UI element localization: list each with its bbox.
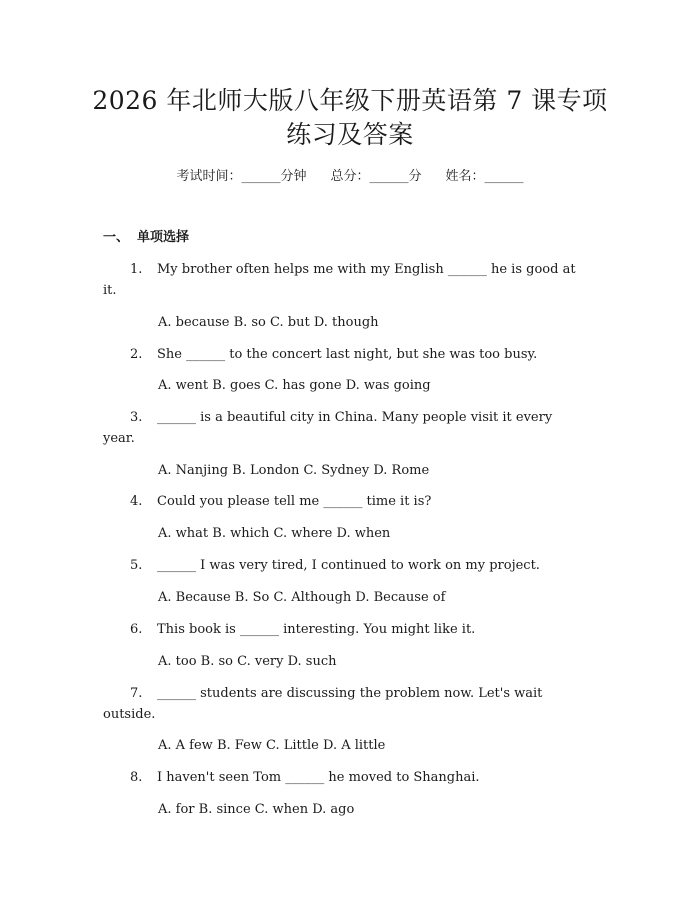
- name-field: 姓名：______: [445, 169, 524, 184]
- question-6: [103, 619, 598, 640]
- section-title: 单项选择: [137, 230, 190, 245]
- question-text: I haven't seen Tom ______ he moved to Shanghai.: [157, 770, 480, 785]
- question-2-options: A. went B. goes C. has gone D. was going: [158, 378, 431, 393]
- question-number: 2.: [130, 347, 143, 362]
- question-text-cont: it.: [103, 283, 117, 298]
- question-6-options: A. too B. so C. very D. such: [158, 654, 337, 669]
- time-field: 考试时间：______分钟: [176, 169, 307, 184]
- question-text: My brother often helps me with my English ______ he is good at: [157, 262, 576, 277]
- page-title-line-2: 练习及答案: [286, 120, 414, 149]
- question-5-options: A. Because B. So C. Although D. Because of: [158, 590, 446, 605]
- question-4-options: A. what B. which C. where D. when: [158, 526, 391, 541]
- question-1: [103, 259, 598, 301]
- question-7: [103, 683, 598, 725]
- question-3: [103, 407, 598, 449]
- question-4: [103, 491, 598, 512]
- question-number: 1.: [130, 262, 143, 277]
- question-number: 3.: [130, 410, 143, 425]
- section-number: 一、: [103, 230, 130, 245]
- question-text: ______ students are discussing the problem now. Let's wait: [157, 686, 543, 701]
- question-2: [103, 344, 598, 365]
- question-number: 6.: [130, 622, 143, 637]
- question-text: She ______ to the concert last night, but she was too busy.: [157, 347, 538, 362]
- question-text: Could you please tell me ______ time it is?: [157, 494, 432, 509]
- question-number: 7.: [130, 686, 143, 701]
- question-number: 4.: [130, 494, 143, 509]
- question-8-options: A. for B. since C. when D. ago: [158, 802, 355, 817]
- question-text: ______ I was very tired, I continued to work on my project.: [157, 558, 540, 573]
- question-text-cont: year.: [103, 431, 135, 446]
- score-field: 总分：______分: [330, 169, 422, 184]
- question-text-cont: outside.: [103, 707, 156, 722]
- question-number: 8.: [130, 770, 143, 785]
- question-text: ______ is a beautiful city in China. Many people visit it every: [157, 410, 553, 425]
- question-1-options: A. because B. so C. but D. though: [158, 315, 379, 330]
- question-8: [103, 767, 598, 788]
- question-5: [103, 555, 598, 576]
- question-number: 5.: [130, 558, 143, 573]
- exam-meta: [0, 168, 700, 186]
- question-7-options: A. A few B. Few C. Little D. A little: [158, 738, 386, 753]
- question-text: This book is ______ interesting. You might like it.: [157, 622, 476, 637]
- question-3-options: A. Nanjing B. London C. Sydney D. Rome: [158, 463, 430, 478]
- section-heading: [103, 228, 189, 248]
- page-title-line-1: 2026 年北师大版八年级下册英语第 7 课专项: [92, 86, 608, 115]
